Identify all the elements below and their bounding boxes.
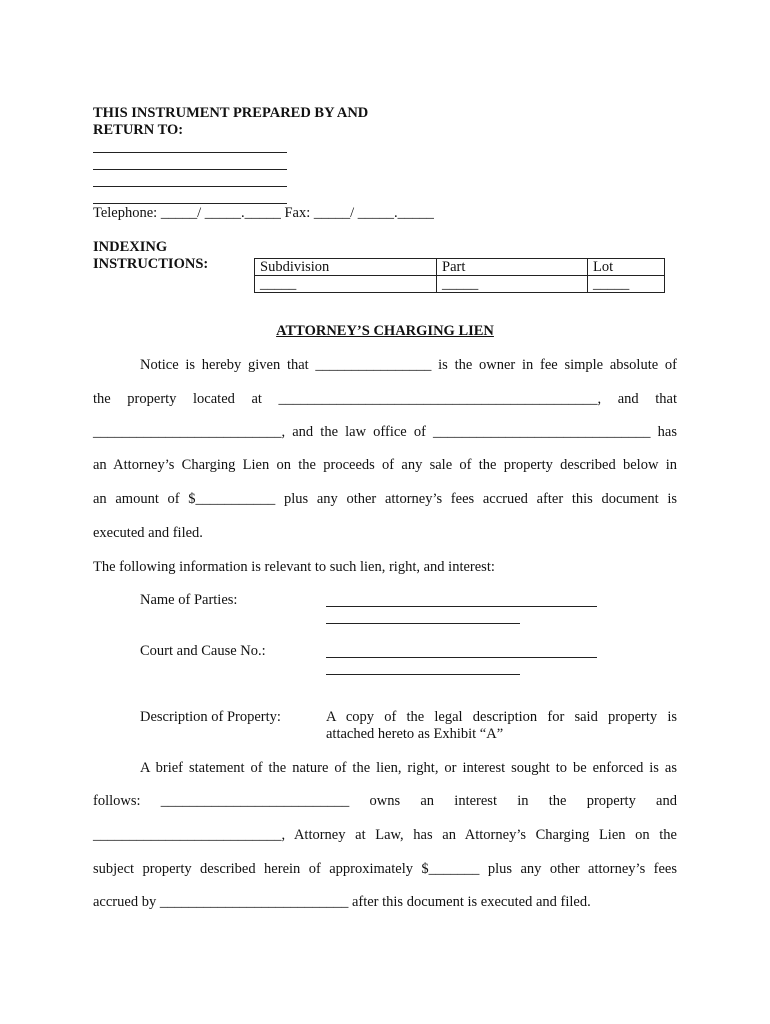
indexing-label: INDEXING xyxy=(93,239,168,255)
return-to-heading: RETURN TO: xyxy=(93,122,184,138)
subdivision-value[interactable]: _____ xyxy=(255,276,437,293)
document-title: ATTORNEY’S CHARGING LIEN xyxy=(276,323,494,339)
indexing-table xyxy=(254,258,665,293)
part-header: Part xyxy=(437,259,588,276)
indexing-header-row xyxy=(255,259,665,276)
notice-line-1: Notice is hereby given that ________________ is the owner in fee simple absolute of xyxy=(140,357,677,373)
prepared-by-heading: THIS INSTRUMENT PREPARED BY AND xyxy=(93,105,369,121)
description-label: Description of Property: xyxy=(140,709,281,725)
parties-label: Name of Parties: xyxy=(140,592,238,608)
relevant-info-line: The following information is relevant to such lien, right, and interest: xyxy=(93,559,495,575)
notice-line-3: __________________________, and the law office of ______________________________ has xyxy=(93,424,677,440)
court-line-2[interactable] xyxy=(326,674,520,675)
subdivision-header: Subdivision xyxy=(255,259,437,276)
description-text-1: A copy of the legal description for said property is xyxy=(326,709,677,725)
statement-line-2: follows: __________________________ owns an interest in the property and xyxy=(93,793,677,809)
address-line-3[interactable] xyxy=(93,186,287,187)
indexing-value-row xyxy=(255,276,665,293)
notice-line-4: an Attorney’s Charging Lien on the proceeds of any sale of the property described below in xyxy=(93,457,677,473)
lot-value[interactable]: _____ xyxy=(588,276,665,293)
notice-line-5: an amount of $___________ plus any other attorney’s fees accrued after this document is xyxy=(93,491,677,507)
telephone-fax-line[interactable]: Telephone: _____/ _____._____ Fax: _____/ _____._____ xyxy=(93,205,434,221)
address-line-4[interactable] xyxy=(93,203,287,204)
notice-line-2: the property located at ____________________________________________, and that xyxy=(93,391,677,407)
statement-line-5: accrued by __________________________ after this document is executed and filed. xyxy=(93,894,591,910)
instructions-label: INSTRUCTIONS: xyxy=(93,256,209,272)
part-value[interactable]: _____ xyxy=(437,276,588,293)
statement-line-4: subject property described herein of approximately $_______ plus any other attorney’s fees xyxy=(93,861,677,877)
notice-line-6: executed and filed. xyxy=(93,525,203,541)
description-text-2: attached hereto as Exhibit “A” xyxy=(326,726,504,742)
statement-line-1: A brief statement of the nature of the lien, right, or interest sought to be enforced is as xyxy=(140,760,677,776)
court-line-1[interactable] xyxy=(326,657,597,658)
address-line-1[interactable] xyxy=(93,152,287,153)
statement-line-3: __________________________, Attorney at Law, has an Attorney’s Charging Lien on the xyxy=(93,827,677,843)
parties-line-1[interactable] xyxy=(326,606,597,607)
address-line-2[interactable] xyxy=(93,169,287,170)
lot-header: Lot xyxy=(588,259,665,276)
court-label: Court and Cause No.: xyxy=(140,643,266,659)
parties-line-2[interactable] xyxy=(326,623,520,624)
